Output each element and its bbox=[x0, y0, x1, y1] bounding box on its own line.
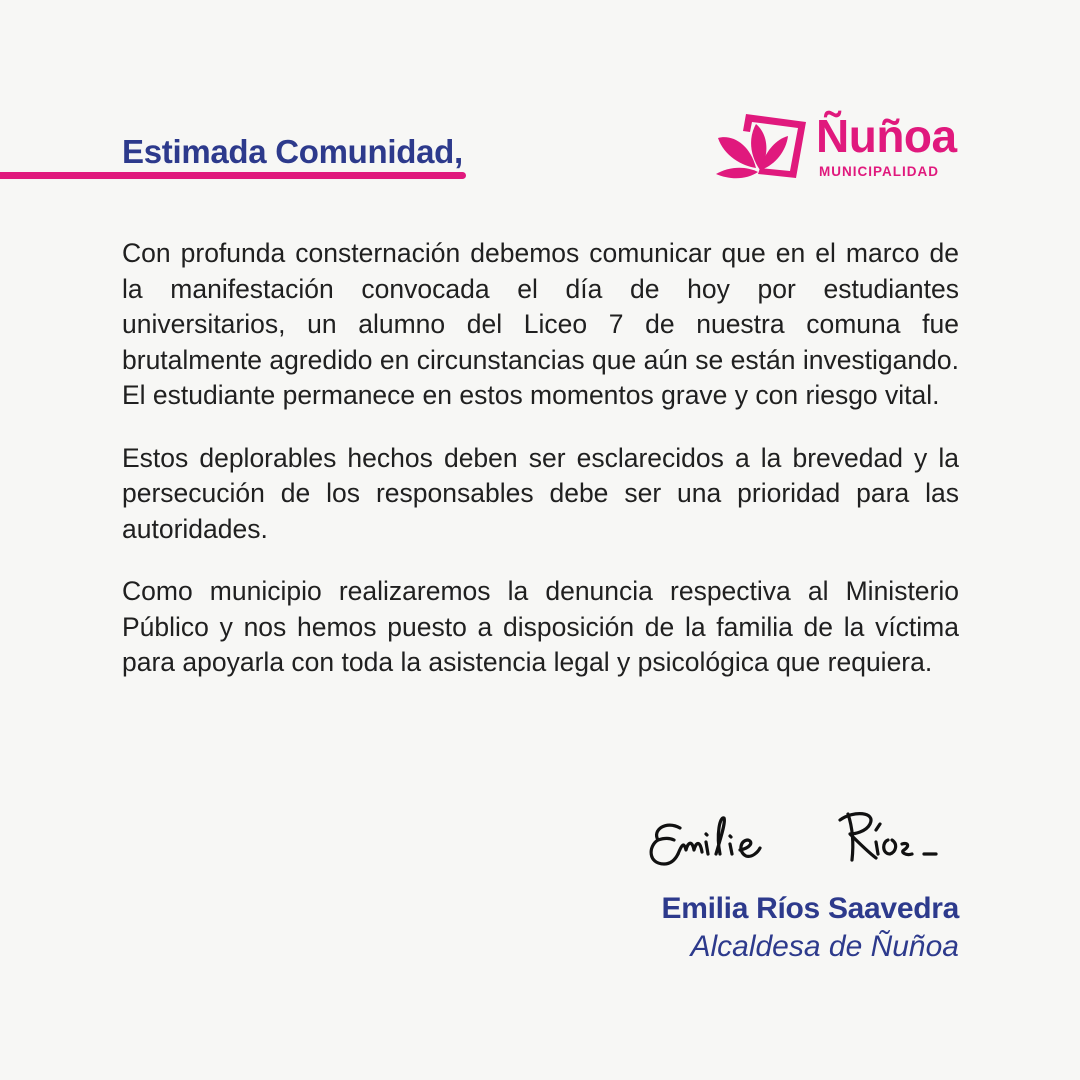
paragraph-2: Estos deplorables hechos deben ser esclarecidos a la brevedad y la persecución de los responsables debe ser una prioridad para las autoridades. bbox=[122, 442, 959, 544]
logo-name: Ñuñoa bbox=[816, 110, 957, 162]
paragraph-3: Como municipio realizaremos la denuncia respectiva al Ministerio Público y nos hemos puesto a disposición de la familia de la víctima para apoyarla con toda la asistencia legal y psicológica que requiera. bbox=[122, 576, 959, 677]
signer-title: Alcaldesa de Ñuñoa bbox=[690, 930, 959, 963]
municipality-logo bbox=[716, 108, 966, 188]
greeting-underline bbox=[0, 172, 466, 179]
signer-name: Emilia Ríos Saavedra bbox=[661, 892, 959, 925]
nunoa-flower-logo-icon bbox=[716, 108, 808, 188]
statement-body bbox=[122, 236, 959, 708]
paragraph-1: Con profunda consternación debemos comunicar que en el marco de la manifestación convocada el día de hoy por estudiantes universitarios, un alumno del Liceo 7 de nuestra comuna fue brutalmente agredido en circunstancias que aún se están investigando. El estudiante permanece en estos momentos grave y con riesgo vital. bbox=[122, 238, 959, 410]
logo-subtitle: MUNICIPALIDAD bbox=[819, 164, 939, 179]
greeting-heading: Estimada Comunidad, bbox=[122, 133, 463, 170]
handwritten-signature bbox=[640, 790, 960, 880]
